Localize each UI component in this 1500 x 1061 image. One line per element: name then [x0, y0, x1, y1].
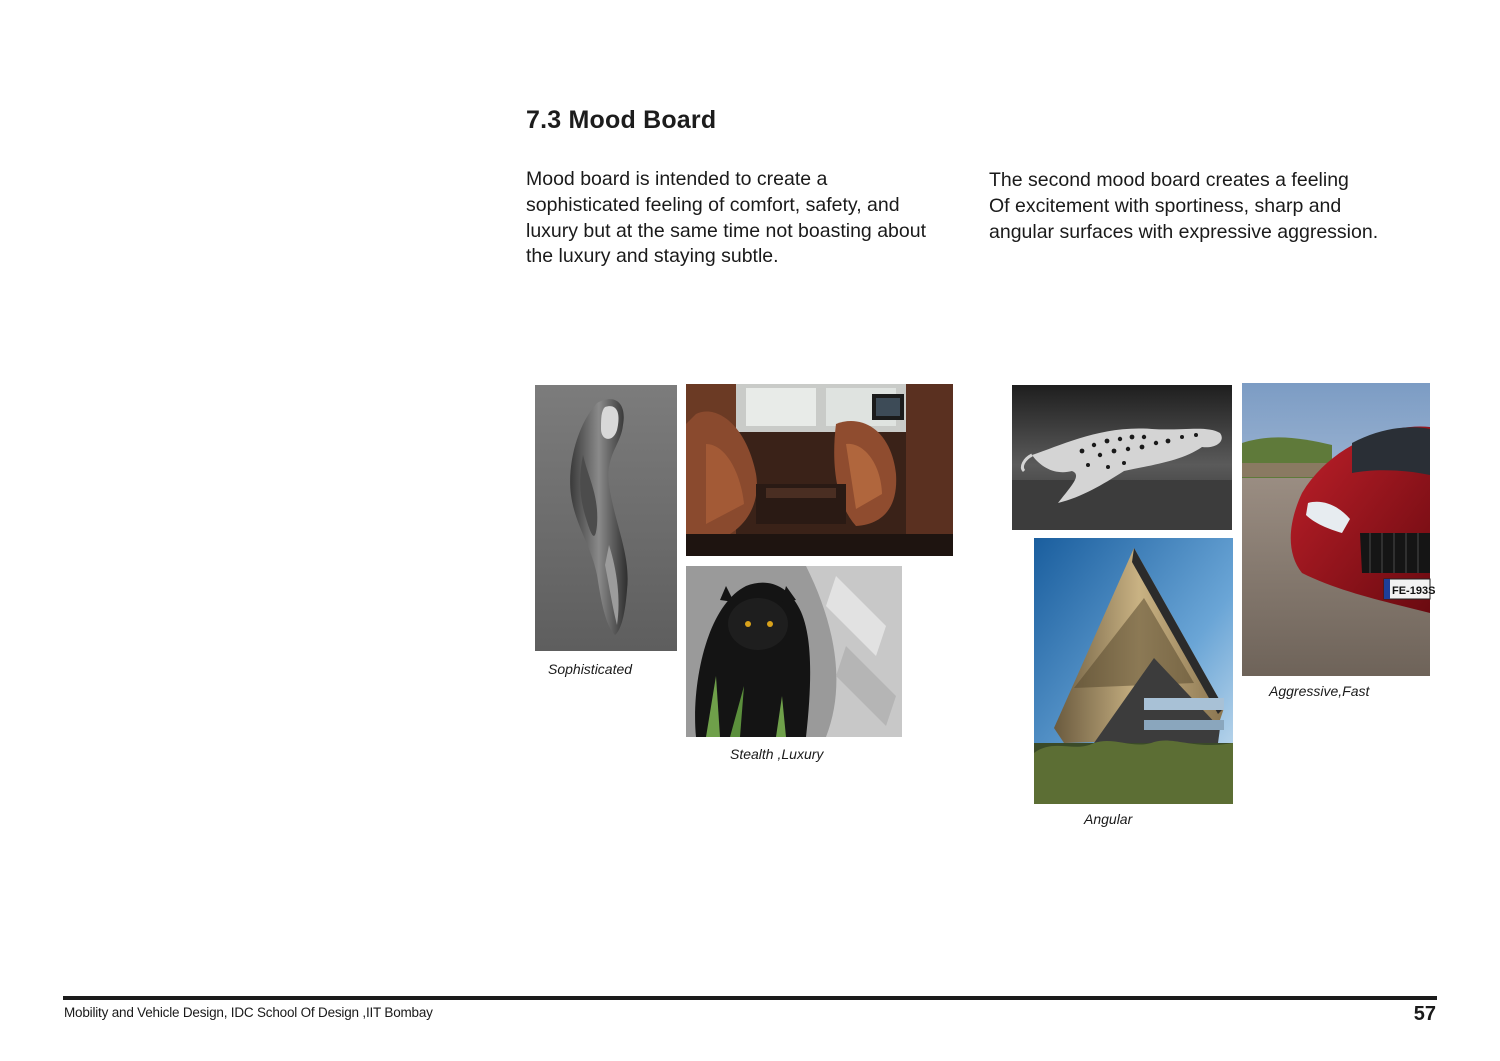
caption-sophisticated: Sophisticated — [548, 661, 633, 677]
caption-stealth-luxury: Stealth ,Luxury — [730, 746, 824, 762]
intro-paragraph-right — [989, 168, 1449, 245]
intro-paragraph-left — [526, 167, 986, 270]
section-title: 7.3 Mood Board — [526, 106, 717, 134]
red-sports-car-image — [1242, 383, 1436, 676]
angular-building-image — [1034, 538, 1233, 804]
sculpted-form-image — [535, 385, 677, 651]
caption-aggressive-fast: Aggressive,Fast — [1269, 683, 1370, 699]
intro-left-line: Mood board is intended to create a — [526, 168, 828, 190]
footer-divider — [63, 996, 1437, 1000]
cheetah-image — [1012, 385, 1232, 530]
license-plate-text: FE-193S — [1392, 585, 1436, 597]
footer-text: Mobility and Vehicle Design, IDC School Of Design ,IIT Bombay — [64, 1005, 433, 1020]
intro-right-line: Of excitement with sportiness, sharp and — [989, 194, 1342, 217]
car-interior-image — [686, 384, 953, 556]
intro-left-line: sophisticated feeling of comfort, safety, and — [526, 193, 900, 216]
caption-angular: Angular — [1084, 811, 1133, 827]
intro-right-line: angular surfaces with expressive aggression. — [989, 220, 1379, 243]
black-panther-image — [686, 566, 902, 737]
page-number: 57 — [1413, 1003, 1436, 1025]
intro-left-line: luxury but at the same time not boasting about — [526, 219, 926, 242]
intro-right-line: The second mood board creates a feeling — [989, 169, 1349, 191]
intro-left-line: the luxury and staying subtle. — [526, 245, 779, 268]
